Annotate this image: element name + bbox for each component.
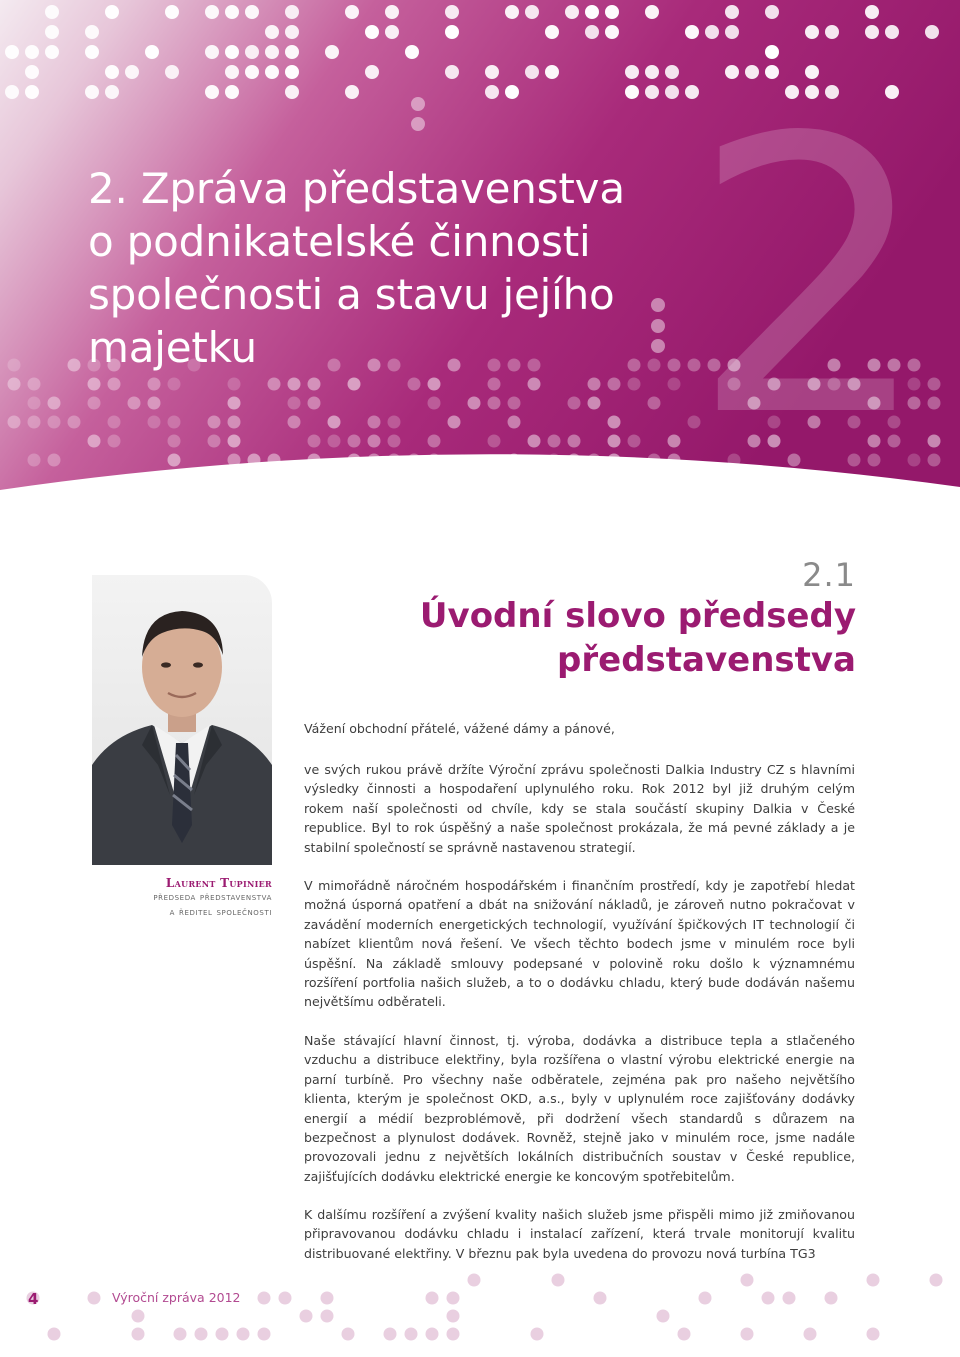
decorative-dot xyxy=(48,1328,61,1341)
decorative-dot xyxy=(608,378,621,391)
decorative-dot xyxy=(445,65,459,79)
decorative-dot xyxy=(345,85,359,99)
decorative-dot xyxy=(285,45,299,59)
decorative-dot xyxy=(228,397,241,410)
decorative-dot xyxy=(545,65,559,79)
decorative-dot xyxy=(145,45,159,59)
decorative-dot xyxy=(165,65,179,79)
decorative-dot xyxy=(88,378,101,391)
decorative-dot xyxy=(388,416,401,429)
decorative-dot xyxy=(195,1328,208,1341)
decorative-dot xyxy=(28,378,41,391)
decorative-dot xyxy=(148,397,161,410)
decorative-dot xyxy=(505,5,519,19)
chapter-title-line: společnosti a stavu jejího xyxy=(88,270,615,319)
decorative-dot xyxy=(365,25,379,39)
decorative-dot xyxy=(345,5,359,19)
decorative-dot xyxy=(867,1328,880,1341)
decorative-dot xyxy=(594,1292,607,1305)
decorative-dot xyxy=(468,397,481,410)
decorative-dot xyxy=(348,435,361,448)
decorative-dot xyxy=(25,65,39,79)
decorative-dot xyxy=(488,397,501,410)
decorative-dot xyxy=(68,416,81,429)
decorative-dot xyxy=(525,65,539,79)
person-name: Laurent Tupinier xyxy=(165,876,272,890)
decorative-dot xyxy=(648,397,661,410)
decorative-dot xyxy=(85,45,99,59)
decorative-dot xyxy=(867,1274,880,1287)
decorative-dot xyxy=(628,435,641,448)
decorative-dot xyxy=(645,85,659,99)
body-paragraph-block xyxy=(304,1031,855,1186)
chapter-title-line: 2. Zpráva představenstva xyxy=(88,164,625,213)
body-paragraph: K dalšímu rozšíření a zvýšení kvality našich služeb jsme přispěli mimo již zmiňovanou připravovanou dodávku chladu i instalací zařízení, která trvale monitorují kvalitu distribuované elektřiny. V březnu pak byla uvedena do provozu nová turbína TG3 xyxy=(304,1207,855,1261)
portrait-photo xyxy=(92,575,272,865)
decorative-dot xyxy=(447,1292,460,1305)
decorative-dot xyxy=(168,378,181,391)
decorative-dot xyxy=(762,1292,775,1305)
body-paragraph: Naše stávající hlavní činnost, tj. výroba, dodávka a distribuce tepla a stlačeného vzduchu a distribuce elektřiny, byla rozšířena o vlastní výrobu elektrické energie na parní turbíně. Pro všechny naše odběratele, zejména pak pro našeho největšího klienta, kterým je společnost OKD, a.s., byly v uplynulém roce zajišťovány dodávky energií a médií bezproblémově, při dodržení všech standardů s důrazem na bezpečnost a plynulost dodávek. Rovněž, stejně jako v minulém roce, jsme nadále provozovali jednu z největších lokálních distribučních soustav v České republice, zajišťujících dodávku elektrické energie ke koncovým spotřebitelům. xyxy=(304,1033,855,1184)
decorative-dot xyxy=(605,5,619,19)
decorative-dot xyxy=(608,454,621,467)
portrait-illustration xyxy=(92,575,272,865)
decorative-dot xyxy=(321,1310,334,1323)
decorative-dot xyxy=(85,85,99,99)
decorative-dot xyxy=(8,378,21,391)
decorative-dot xyxy=(216,1328,229,1341)
decorative-dot xyxy=(488,435,501,448)
decorative-dot xyxy=(125,65,139,79)
person-role-line: a ředitel společnosti xyxy=(169,906,272,918)
decorative-dot xyxy=(279,1292,292,1305)
decorative-dot xyxy=(25,45,39,59)
decorative-dot xyxy=(228,435,241,448)
decorative-dot xyxy=(148,378,161,391)
decorative-dot xyxy=(308,397,321,410)
decorative-dot xyxy=(608,435,621,448)
decorative-dot xyxy=(428,454,441,467)
person-role-line: předseda představenstva xyxy=(153,891,272,903)
decorative-dot xyxy=(88,397,101,410)
decorative-dot xyxy=(5,45,19,59)
decorative-dot xyxy=(605,25,619,39)
decorative-dot xyxy=(765,5,779,19)
decorative-dot xyxy=(168,416,181,429)
decorative-dot xyxy=(85,25,99,39)
decorative-dot xyxy=(168,454,181,467)
decorative-dot xyxy=(288,416,301,429)
decorative-dot xyxy=(288,397,301,410)
decorative-dot xyxy=(428,397,441,410)
decorative-dot xyxy=(245,65,259,79)
chapter-big-number: 2 xyxy=(690,57,932,500)
decorative-dot xyxy=(245,45,259,59)
decorative-dot xyxy=(328,435,341,448)
decorative-dot xyxy=(385,5,399,19)
decorative-dot xyxy=(105,85,119,99)
header-band xyxy=(0,0,960,500)
decorative-dot xyxy=(588,397,601,410)
decorative-dot xyxy=(48,454,61,467)
decorative-dot xyxy=(508,397,521,410)
decorative-dot xyxy=(685,25,699,39)
body-paragraph-block xyxy=(304,876,855,1012)
decorative-dot xyxy=(426,1292,439,1305)
decorative-dot xyxy=(205,5,219,19)
decorative-dot xyxy=(548,454,561,467)
decorative-dot xyxy=(132,1328,145,1341)
decorative-dot xyxy=(228,416,241,429)
decorative-dot xyxy=(368,416,381,429)
decorative-dot xyxy=(552,1274,565,1287)
decorative-dot xyxy=(285,65,299,79)
decorative-dot xyxy=(388,454,401,467)
decorative-dot xyxy=(325,45,339,59)
decorative-dot xyxy=(225,65,239,79)
decorative-dot xyxy=(825,1292,838,1305)
decorative-dot xyxy=(28,416,41,429)
body-paragraph: V mimořádně náročném hospodářském i finančním prostředí, kdy je zapotřebí hledat možná úsporná opatření a dbát na snižování nákladů, je zároveň nutno pokračovat v zavádění moderních energetických technologií, využívání špičkových IT technologií či nabízet klientům nová řešení. Ve všech těchto bodech jsme v minulém roce byli úspěšní. Na základě smlouvy podepsané v polovině roku došlo k významnému rozšíření portfolia našich služeb, a to o dodávku chladu, který bude dodáván našemu největšímu odběrateli. xyxy=(304,878,855,1010)
decorative-dot xyxy=(48,416,61,429)
decorative-dot xyxy=(625,85,639,99)
decorative-dot xyxy=(525,5,539,19)
section-title xyxy=(336,594,856,682)
decorative-dot xyxy=(384,1328,397,1341)
decorative-dot xyxy=(8,416,21,429)
decorative-dot xyxy=(648,454,661,467)
decorative-dot xyxy=(411,117,425,131)
decorative-dot xyxy=(88,435,101,448)
decorative-dot xyxy=(668,454,681,467)
decorative-dot xyxy=(108,378,121,391)
decorative-dot xyxy=(342,1328,355,1341)
decorative-dot xyxy=(8,359,21,372)
decorative-dot xyxy=(68,359,81,372)
decorative-dot xyxy=(585,5,599,19)
decorative-dot xyxy=(428,435,441,448)
decorative-dot xyxy=(665,85,679,99)
decorative-dot xyxy=(625,65,639,79)
decorative-dot xyxy=(108,435,121,448)
decorative-dot xyxy=(205,45,219,59)
decorative-dot xyxy=(368,454,381,467)
decorative-dot xyxy=(265,65,279,79)
decorative-dot xyxy=(783,1292,796,1305)
section-number: 2.1 xyxy=(802,556,856,594)
chapter-title-line: majetku xyxy=(88,323,257,372)
decorative-dot xyxy=(657,1310,670,1323)
section-title-line: Úvodní slovo předsedy xyxy=(419,596,856,636)
decorative-dot xyxy=(585,25,599,39)
chapter-title xyxy=(88,162,688,374)
decorative-dot xyxy=(725,25,739,39)
decorative-dot xyxy=(925,25,939,39)
decorative-dot xyxy=(205,85,219,99)
decorative-dot xyxy=(678,1328,691,1341)
decorative-dot xyxy=(488,378,501,391)
decorative-dot xyxy=(368,435,381,448)
decorative-dot xyxy=(165,5,179,19)
decorative-dot xyxy=(28,454,41,467)
decorative-dot xyxy=(285,25,299,39)
decorative-dot xyxy=(405,1328,418,1341)
decorative-dot xyxy=(225,85,239,99)
decorative-dot xyxy=(128,397,141,410)
decorative-dot xyxy=(865,25,879,39)
decorative-dot xyxy=(468,1274,481,1287)
decorative-dot xyxy=(348,378,361,391)
decorative-dot xyxy=(258,1328,271,1341)
decorative-dot xyxy=(405,45,419,59)
decorative-dot xyxy=(388,435,401,448)
decorative-dot xyxy=(348,454,361,467)
decorative-dot xyxy=(148,416,161,429)
decorative-dot xyxy=(225,5,239,19)
decorative-dot xyxy=(208,416,221,429)
decorative-dot xyxy=(285,85,299,99)
decorative-dot xyxy=(408,378,421,391)
decorative-dot xyxy=(645,65,659,79)
decorative-dot xyxy=(168,435,181,448)
decorative-dot xyxy=(5,85,19,99)
decorative-dot xyxy=(705,25,719,39)
decorative-dot xyxy=(608,416,621,429)
decorative-dot xyxy=(545,25,559,39)
decorative-dot xyxy=(725,5,739,19)
decorative-dot xyxy=(825,25,839,39)
body-paragraph: ve svých rukou právě držíte Výroční zprávu společnosti Dalkia Industry CZ s hlavními výsledky činnosti a hospodaření uplynulého roku. Rok 2012 byl již druhým celým rokem naší společnosti od chvíle, kdy se stala součástí skupiny Dalkia v České republice. Byl to rok úspěšný a naše společnost prokázala, že má pevné základy a je stabilní společností se správně nastavenou strategií. xyxy=(304,762,855,855)
decorative-dot xyxy=(174,1328,187,1341)
decorative-dot xyxy=(445,5,459,19)
decorative-dot xyxy=(45,25,59,39)
decorative-dot xyxy=(285,5,299,19)
decorative-dot xyxy=(105,5,119,19)
decorative-dot xyxy=(588,454,601,467)
decorative-dot xyxy=(668,378,681,391)
decorative-dot xyxy=(268,454,281,467)
decorative-dot xyxy=(741,1328,754,1341)
section-title-line: představenstva xyxy=(557,640,856,680)
decorative-dot xyxy=(237,1328,250,1341)
decorative-dot xyxy=(321,1292,334,1305)
decorative-dot xyxy=(25,85,39,99)
decorative-dot xyxy=(531,1328,544,1341)
decorative-dot xyxy=(865,5,879,19)
decorative-dot xyxy=(645,5,659,19)
footer-dot-pattern xyxy=(0,1270,960,1357)
decorative-dot xyxy=(105,65,119,79)
decorative-dot xyxy=(308,378,321,391)
decorative-dot xyxy=(805,25,819,39)
decorative-dot xyxy=(485,85,499,99)
decorative-dot xyxy=(258,1292,271,1305)
decorative-dot xyxy=(385,25,399,39)
decorative-dot xyxy=(665,65,679,79)
decorative-dot xyxy=(568,454,581,467)
decorative-dot xyxy=(804,1328,817,1341)
decorative-dot xyxy=(588,378,601,391)
decorative-dot xyxy=(408,454,421,467)
decorative-dot xyxy=(508,454,521,467)
decorative-dot xyxy=(288,378,301,391)
decorative-dot xyxy=(447,1328,460,1341)
decorative-dot xyxy=(447,1310,460,1323)
decorative-dot xyxy=(548,435,561,448)
decorative-dot xyxy=(132,1310,145,1323)
decorative-dot xyxy=(568,397,581,410)
decorative-dot xyxy=(565,5,579,19)
decorative-dot xyxy=(225,45,239,59)
decorative-dot xyxy=(45,5,59,19)
decorative-dot xyxy=(426,1328,439,1341)
greeting: Vážení obchodní přátelé, vážené dámy a pánové, xyxy=(304,721,615,736)
decorative-dot xyxy=(365,65,379,79)
decorative-dot xyxy=(228,378,241,391)
portrait-caption xyxy=(72,876,272,920)
page-number: 4 xyxy=(28,1290,39,1308)
decorative-dot xyxy=(445,25,459,39)
decorative-dot xyxy=(245,5,259,19)
decorative-dot xyxy=(448,416,461,429)
decorative-dot xyxy=(568,435,581,448)
decorative-dot xyxy=(248,454,261,467)
decorative-dot xyxy=(265,25,279,39)
decorative-dot xyxy=(668,435,681,448)
decorative-dot xyxy=(628,378,641,391)
decorative-dot xyxy=(930,1274,943,1287)
decorative-dot xyxy=(48,397,61,410)
decorative-dot xyxy=(485,65,499,79)
decorative-dot xyxy=(328,416,341,429)
decorative-dot xyxy=(528,378,541,391)
decorative-dot xyxy=(528,435,541,448)
body-paragraph-block xyxy=(304,760,855,857)
decorative-dot xyxy=(265,45,279,59)
body-paragraph-block xyxy=(304,1205,855,1263)
decorative-dot xyxy=(508,416,521,429)
decorative-dot xyxy=(208,435,221,448)
decorative-dot xyxy=(505,85,519,99)
decorative-dot xyxy=(308,435,321,448)
decorative-dot xyxy=(45,45,59,59)
decorative-dot xyxy=(741,1274,754,1287)
decorative-dot xyxy=(228,454,241,467)
decorative-dot xyxy=(28,397,41,410)
decorative-dot xyxy=(308,454,321,467)
decorative-dot xyxy=(428,378,441,391)
decorative-dot xyxy=(88,1292,101,1305)
chapter-title-line: o podnikatelské činnosti xyxy=(88,217,591,266)
decorative-dot xyxy=(699,1292,712,1305)
decorative-dot xyxy=(411,97,425,111)
footer-label: Výroční zpráva 2012 xyxy=(112,1290,241,1305)
decorative-dot xyxy=(885,25,899,39)
decorative-dot xyxy=(268,378,281,391)
decorative-dot xyxy=(108,416,121,429)
decorative-dot xyxy=(300,1310,313,1323)
